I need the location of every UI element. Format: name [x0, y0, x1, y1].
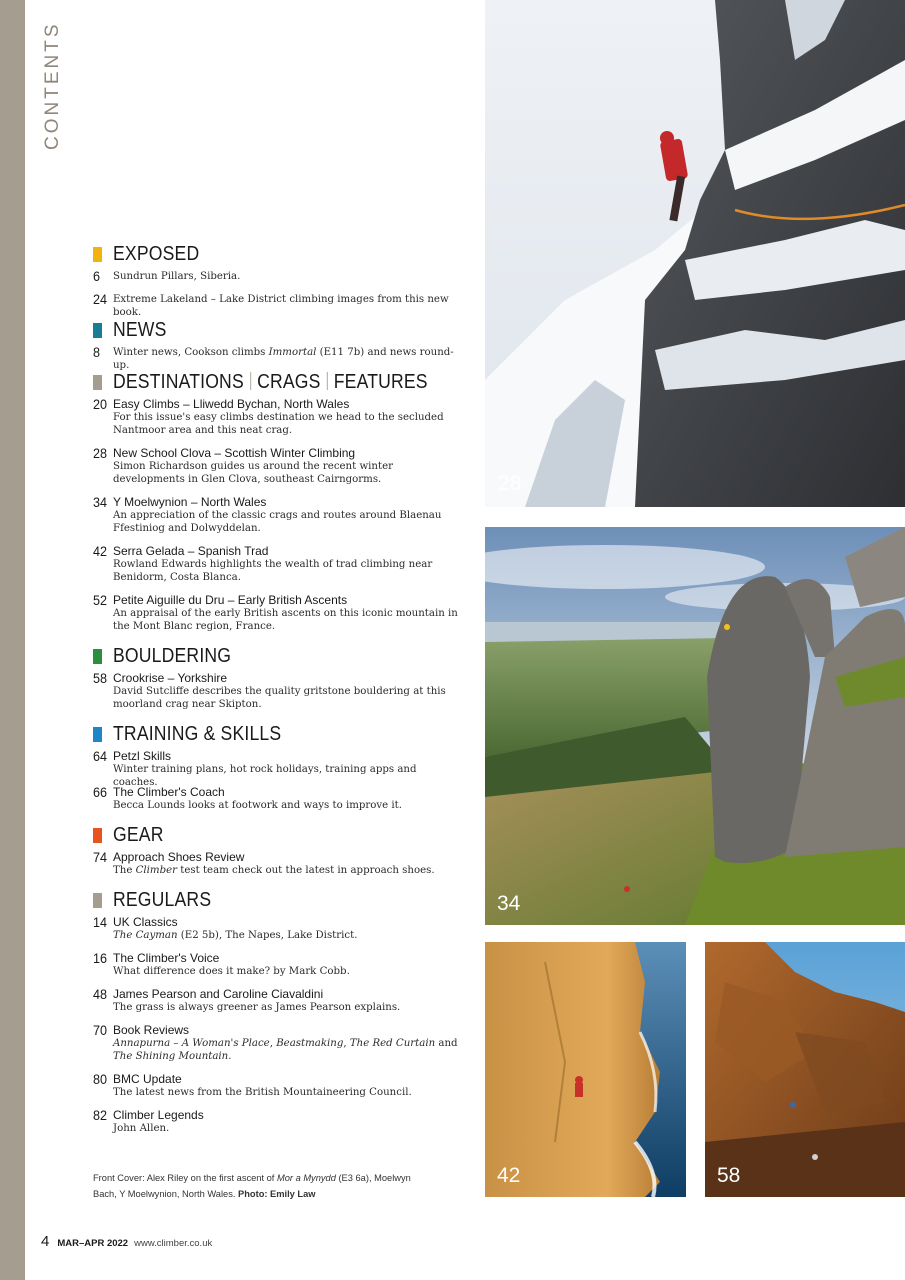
page-number: 34 — [93, 494, 108, 510]
photo-page-number: 28 — [498, 472, 522, 495]
photo-page-number: 34 — [497, 892, 521, 915]
contents-label: CONTENTS — [42, 21, 63, 150]
page-number: 74 — [93, 849, 108, 865]
section-color-bar — [93, 375, 102, 390]
section-title: TRAINING & SKILLS — [113, 722, 282, 745]
page-number: 64 — [93, 748, 108, 764]
entry-title: Petzl Skills — [113, 749, 172, 763]
page-number: 52 — [93, 592, 108, 608]
section-title: BOULDERING — [113, 644, 232, 667]
page-spine-bar — [0, 0, 25, 1280]
entry-title: BMC Update — [113, 1072, 182, 1086]
website-url[interactable]: www.climber.co.uk — [134, 1238, 213, 1249]
section-color-bar — [93, 727, 102, 742]
photo-rock-pinnacles[interactable] — [485, 527, 905, 925]
page-number: 16 — [93, 950, 108, 966]
entry-title: Easy Climbs – Lliwedd Bychan, North Wales — [113, 397, 350, 411]
entry-description: What difference does it make? by Mark Cobb. — [113, 966, 350, 977]
page-number: 14 — [93, 914, 108, 930]
entry-title: Book Reviews — [113, 1023, 190, 1037]
issue-date: MAR–APR 2022 — [57, 1238, 129, 1249]
entry-title: UK Classics — [113, 915, 178, 929]
entry-title: New School Clova – Scottish Winter Climbing — [113, 446, 356, 460]
section-title: NEWS — [113, 318, 167, 341]
photo-page-number: 42 — [497, 1164, 521, 1187]
section-color-bar — [93, 323, 102, 338]
section-title: GEAR — [113, 823, 164, 846]
photo-rock-pinnacles-image — [485, 527, 905, 925]
entry-title: Petite Aiguille du Dru – Early British Ascents — [113, 593, 348, 607]
entry-description: An appreciation of the classic crags and routes around Blaenau Ffestiniog and Dolwyddelan. — [113, 510, 442, 534]
section-destinations — [93, 370, 473, 394]
photo-winter-climb[interactable] — [485, 0, 905, 507]
entry-description: Simon Richardson guides us around the recent winter developments in Glen Clova, southeast Cairngorms. — [113, 461, 393, 485]
page-number: 6 — [93, 268, 101, 284]
entry-description: The grass is always greener as James Pearson explains. — [113, 1002, 401, 1013]
entry-title: The Climber's Voice — [113, 951, 220, 965]
page-number: 24 — [93, 291, 108, 307]
section-color-bar — [93, 649, 102, 664]
entry-description: The Cayman (E2 5b), The Napes, Lake District. — [113, 930, 358, 941]
page-number: 80 — [93, 1071, 108, 1087]
section-training-skills — [93, 722, 473, 746]
section-color-bar — [93, 828, 102, 843]
entry-title: Approach Shoes Review — [113, 850, 245, 864]
entry-description: Winter news, Cookson climbs Immortal (E11 7b) and news round-up. — [113, 347, 454, 371]
photo-gritstone-crag-image — [705, 942, 905, 1197]
entry-description: Sundrun Pillars, Siberia. — [113, 271, 241, 282]
photo-gritstone-crag[interactable] — [705, 942, 905, 1197]
section-title: REGULARS — [113, 888, 212, 911]
entry-title: Crookrise – Yorkshire — [113, 671, 228, 685]
section-title: DESTINATIONS CRAGS FEATURES — [113, 370, 428, 393]
entry-description: John Allen. — [113, 1123, 170, 1134]
page-number: 20 — [93, 396, 108, 412]
photo-winter-climb-image — [485, 0, 905, 507]
page-number: 48 — [93, 986, 108, 1002]
page-number: 28 — [93, 445, 108, 461]
section-gear — [93, 823, 473, 847]
photo-sea-cliff[interactable] — [485, 942, 686, 1197]
section-exposed — [93, 242, 473, 266]
entry-description: For this issue's easy climbs destination we head to the secluded Nantmoor area and this neat crag. — [113, 412, 444, 436]
entry-description: Winter training plans, hot rock holidays, training apps and coaches. — [113, 764, 417, 788]
section-regulars — [93, 888, 473, 912]
page-number: 58 — [93, 670, 108, 686]
page-number: 66 — [93, 784, 108, 800]
section-bouldering — [93, 644, 473, 668]
entry-title: Climber Legends — [113, 1108, 204, 1122]
entry-description: Extreme Lakeland – Lake District climbing images from this new book. — [113, 294, 449, 318]
entry-title: Y Moelwynion – North Wales — [113, 495, 267, 509]
entry-description: Rowland Edwards highlights the wealth of trad climbing near Benidorm, Costa Blanca. — [113, 559, 433, 583]
entry-description: Becca Lounds looks at footwork and ways to improve it. — [113, 800, 403, 811]
entry-title: Serra Gelada – Spanish Trad — [113, 544, 269, 558]
section-color-bar — [93, 893, 102, 908]
page-number: 70 — [93, 1022, 108, 1038]
section-news — [93, 318, 473, 342]
entry-title: James Pearson and Caroline Ciavaldini — [113, 987, 324, 1001]
entry-description: David Sutcliffe describes the quality gritstone bouldering at this moorland crag near Skipton. — [113, 686, 446, 710]
folio-number: 4 — [41, 1233, 50, 1250]
page-number: 8 — [93, 344, 101, 360]
entry-description: An appraisal of the early British ascents on this iconic mountain in the Mont Blanc region, France. — [113, 608, 458, 632]
page-number: 82 — [93, 1107, 108, 1123]
section-color-bar — [93, 247, 102, 262]
page-number: 42 — [93, 543, 108, 559]
entry-description: The latest news from the British Mountaineering Council. — [113, 1087, 412, 1098]
entry-description: Annapurna – A Woman's Place, Beastmaking, The Red Curtain and The Shining Mountain. — [113, 1038, 458, 1062]
entry-description: The Climber test team check out the latest in approach shoes. — [113, 865, 435, 876]
section-title: EXPOSED — [113, 242, 200, 265]
entry-title: The Climber's Coach — [113, 785, 225, 799]
page-footer — [41, 1233, 212, 1251]
photo-page-number: 58 — [717, 1164, 741, 1187]
photo-sea-cliff-image — [485, 942, 686, 1197]
front-cover-credit: Front Cover: Alex Riley on the first ascent of Mor a Mynydd (E3 6a), Moelwyn Bach, Y Moelwynion, North Wales. Photo: Emily Law — [93, 1173, 411, 1199]
